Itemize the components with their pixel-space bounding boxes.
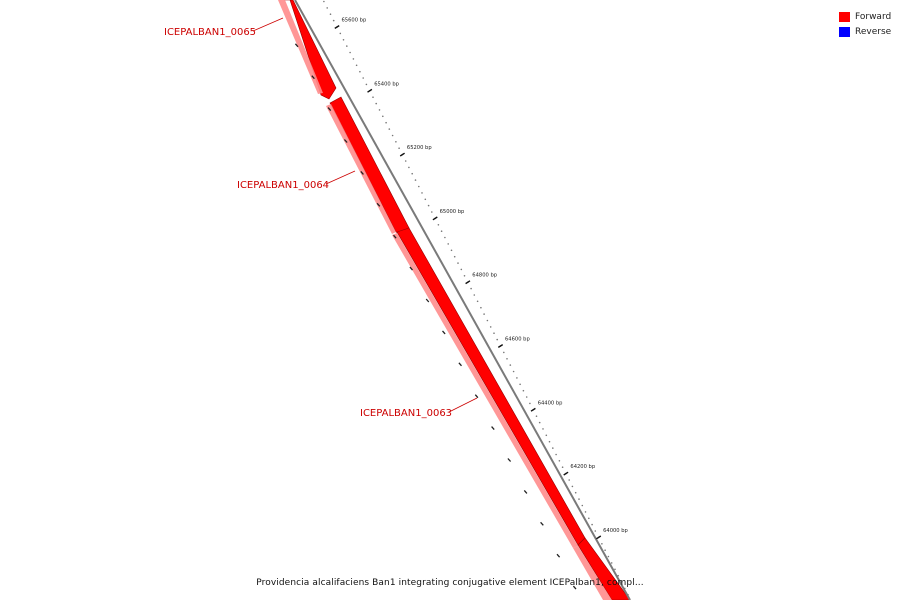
ruler-major-tick (531, 408, 535, 411)
ruler-minor-tick (483, 313, 485, 315)
ruler-minor-tick (487, 320, 489, 322)
ruler-minor-tick (349, 52, 351, 54)
ruler-minor-tick (408, 167, 410, 169)
ruler-minor-tick (480, 307, 482, 309)
ruler-minor-tick (444, 237, 446, 239)
ruler-major-tick (466, 281, 470, 284)
ruler-minor-tick (398, 147, 400, 149)
gene-segment-0064[interactable] (330, 97, 409, 235)
ruler-minor-tick (474, 294, 476, 296)
strand-tick (541, 522, 544, 525)
ruler-minor-tick (582, 505, 584, 507)
strand-tick (443, 331, 446, 334)
ruler-minor-tick (428, 205, 430, 207)
ruler-minor-tick (359, 71, 361, 73)
ruler-minor-tick (425, 199, 427, 201)
ruler-minor-tick (604, 549, 606, 551)
ruler-minor-tick (356, 65, 358, 67)
ruler-tick-label: 64400 bp (537, 400, 563, 407)
strand-tick (459, 363, 462, 366)
ruler-tick-label: 64600 bp (505, 336, 530, 343)
ruler-minor-tick (536, 415, 538, 417)
ruler-minor-tick (601, 543, 603, 545)
ruler-minor-tick (493, 332, 495, 334)
ruler-minor-tick (330, 13, 332, 15)
ruler-minor-tick (627, 594, 629, 596)
ruler-minor-tick (385, 122, 387, 124)
ruler-minor-tick (617, 575, 619, 577)
ruler-minor-tick (353, 58, 355, 60)
ruler-minor-tick (539, 422, 541, 424)
legend-swatch-forward (839, 12, 850, 22)
ruler-tick-label: 65600 bp (341, 17, 367, 24)
ruler-minor-tick (516, 377, 518, 379)
ruler-minor-tick (395, 141, 397, 143)
ruler-minor-tick (575, 492, 577, 494)
ruler-minor-tick (389, 128, 391, 130)
ruler-minor-tick (552, 447, 554, 449)
ruler-minor-tick (421, 192, 423, 194)
gene-segments (278, 0, 630, 600)
ruler-minor-tick (362, 77, 364, 79)
ruler-minor-tick (595, 530, 597, 532)
ruler-minor-tick (503, 352, 505, 354)
gene-label-leader-0064 (326, 171, 355, 184)
strand-tick (557, 554, 560, 557)
ruler-minor-tick (379, 109, 381, 111)
ruler-minor-tick (333, 20, 335, 22)
ruler-minor-tick (568, 479, 570, 481)
ruler-minor-tick (519, 384, 521, 386)
ruler-minor-tick (510, 364, 512, 366)
gene-label-0064[interactable]: ICEPALBAN1_0064 (237, 180, 330, 191)
gene-label-leader-0063 (449, 398, 477, 412)
strand-tick (426, 299, 429, 302)
ruler-minor-tick (375, 103, 377, 105)
ruler-minor-tick (447, 243, 449, 245)
ruler-minor-tick (366, 84, 368, 86)
ruler-minor-tick (529, 403, 531, 405)
ruler-minor-tick (608, 556, 610, 558)
legend-item-forward[interactable] (839, 9, 891, 24)
ruler-minor-tick (559, 460, 561, 462)
ruler-minor-tick (542, 428, 544, 430)
legend-label-reverse: Reverse (855, 26, 892, 37)
ruler-minor-tick (382, 116, 384, 118)
legend (839, 9, 891, 39)
ruler-minor-tick (611, 562, 613, 564)
ruler-minor-tick (614, 569, 616, 571)
ruler-minor-tick (340, 33, 342, 35)
ruler-major-tick (433, 217, 437, 220)
gene-label-0065[interactable]: ICEPALBAN1_0065 (164, 27, 257, 38)
ruler-minor-tick (578, 498, 580, 500)
ruler-tick-label: 65000 bp (439, 208, 465, 215)
ruler-minor-tick (496, 339, 498, 341)
ruler-tick-label: 64200 bp (570, 464, 596, 471)
ruler-minor-tick (591, 524, 593, 526)
gene-segment-0065[interactable] (284, 0, 336, 99)
ruler-minor-tick (457, 262, 459, 264)
strand-tick (524, 490, 527, 493)
ruler-major-tick (400, 153, 404, 156)
gene-segment-0064-shade (326, 104, 396, 234)
ruler-minor-tick (572, 486, 574, 488)
ruler-minor-tick (526, 396, 528, 398)
ruler-minor-tick (513, 371, 515, 373)
ruler-tick-label: 64000 bp (603, 527, 628, 534)
ruler-minor-tick (343, 39, 345, 41)
ruler-minor-tick (451, 250, 453, 252)
ruler-minor-tick (477, 301, 479, 303)
sequence-backbone (295, 0, 630, 600)
ruler-minor-tick (441, 230, 443, 232)
strand-tick (492, 427, 495, 430)
ruler-minor-tick (549, 441, 551, 443)
ruler-minor-tick (346, 45, 348, 47)
ruler-minor-tick (326, 7, 328, 9)
ruler-minor-tick (461, 269, 463, 271)
ruler-minor-tick (392, 135, 394, 137)
ruler-minor-tick (546, 435, 548, 437)
ruler-minor-tick (523, 390, 525, 392)
ruler-minor-tick (372, 96, 374, 98)
ruler-minor-tick (464, 275, 466, 277)
ruler-tick-label: 64800 bp (472, 272, 498, 279)
ruler-minor-tick (490, 326, 492, 328)
ruler-major-tick (368, 89, 372, 92)
ruler-minor-tick (454, 256, 456, 258)
gene-label-leader-0065 (253, 18, 283, 31)
ruler-tick-label: 65200 bp (406, 145, 432, 152)
ruler-major-tick (335, 26, 339, 29)
gene-segment-0063-shade (392, 233, 578, 548)
ruler-minor-tick (405, 160, 407, 162)
ruler-minor-tick (588, 518, 590, 520)
ruler-minor-tick (555, 454, 557, 456)
sequence-caption: Providencia alcalifaciens Ban1 integrating conjugative element ICEPalban1, compl... (256, 578, 644, 588)
ruler-minor-tick (585, 511, 587, 513)
legend-label-forward: Forward (855, 11, 892, 22)
ruler-minor-tick (323, 1, 325, 3)
ruler-major-tick (564, 472, 568, 475)
ruler-major-tick (596, 536, 600, 539)
ruler-minor-tick (415, 179, 417, 181)
ruler-minor-tick (431, 211, 433, 213)
strand-tick (508, 459, 511, 462)
ruler (323, 1, 629, 596)
ruler-minor-tick (470, 288, 472, 290)
legend-item-reverse[interactable] (839, 24, 891, 39)
strand-tick (475, 395, 478, 398)
ruler-minor-tick (438, 224, 440, 226)
legend-swatch-reverse (839, 27, 850, 37)
gene-label-0063[interactable]: ICEPALBAN1_0063 (360, 408, 453, 419)
ruler-minor-tick (562, 466, 564, 468)
ruler-minor-tick (418, 186, 420, 188)
ruler-minor-tick (411, 173, 413, 175)
ruler-minor-tick (506, 358, 508, 360)
ruler-major-tick (498, 345, 502, 348)
ruler-tick-label: 65400 bp (374, 81, 399, 88)
